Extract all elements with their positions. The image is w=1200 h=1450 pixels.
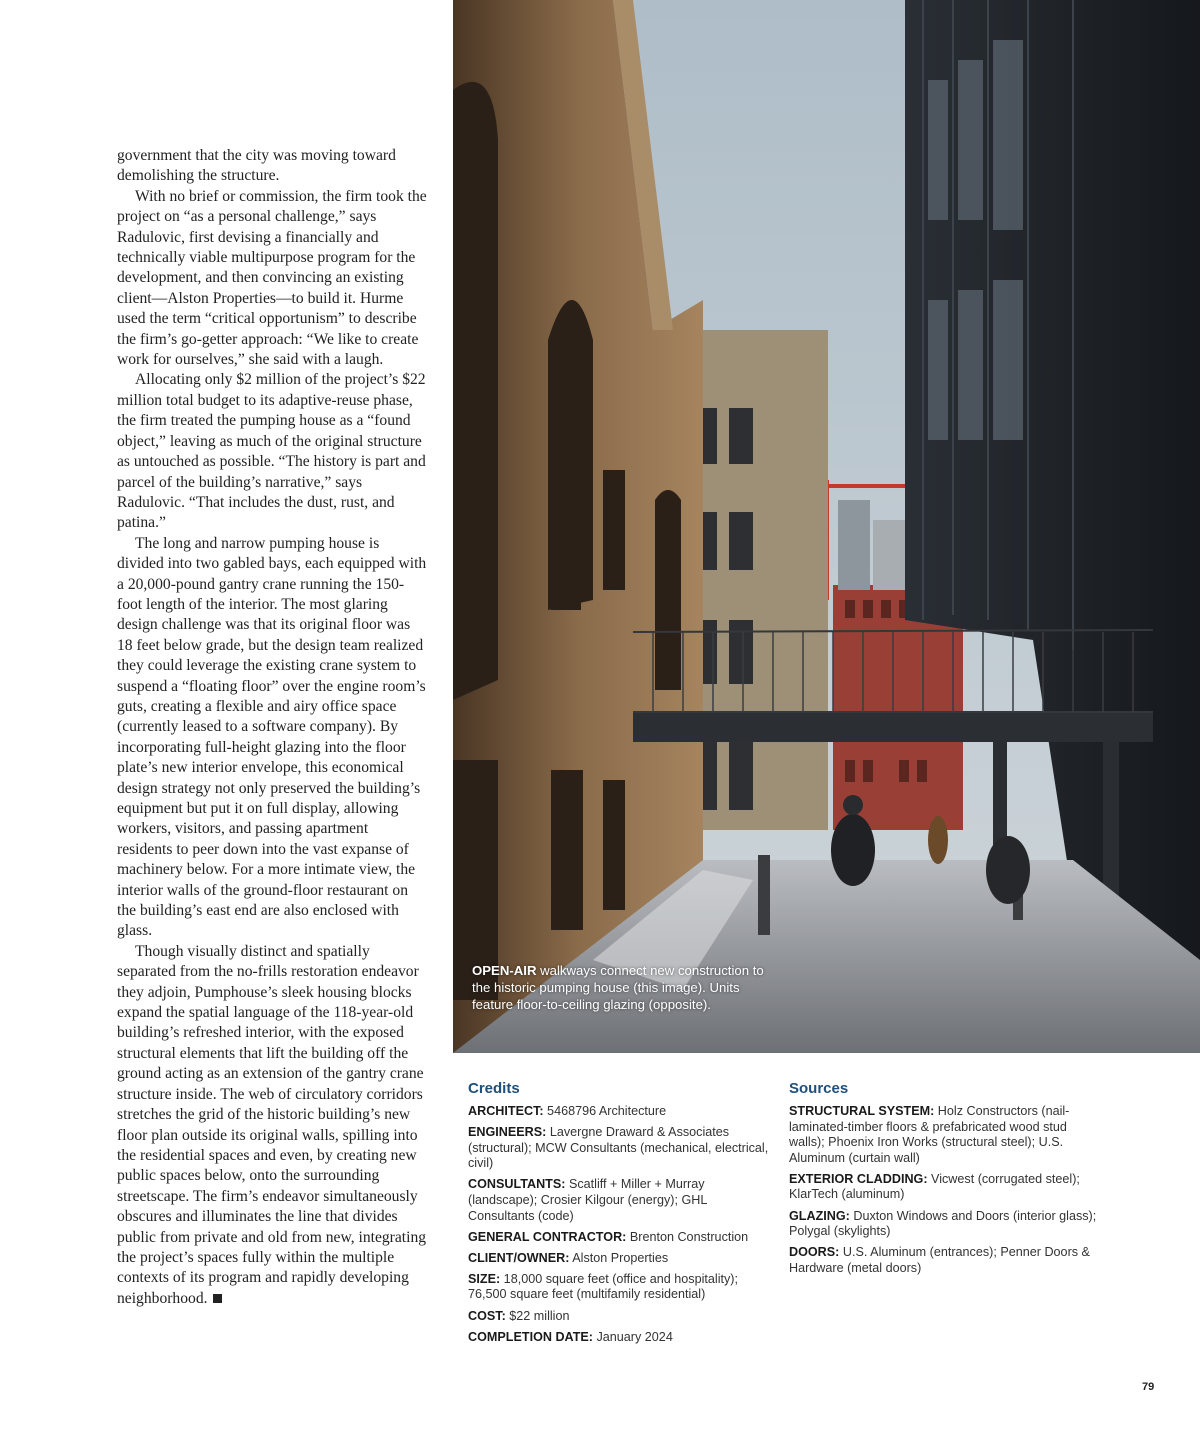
credit-entry <box>468 1309 776 1325</box>
credits-section <box>468 1080 776 1351</box>
source-label: STRUCTURAL SYSTEM: <box>789 1104 935 1118</box>
source-label: EXTERIOR CLADDING: <box>789 1171 928 1186</box>
credit-label: SIZE: <box>468 1271 501 1286</box>
credit-entry <box>468 1330 776 1346</box>
credit-label: CONSULTANTS: <box>468 1177 566 1192</box>
source-value: Duxton Windows and Doors (interior glass); Polygal (skylights) <box>789 1208 1097 1239</box>
credit-value: Brenton Construction <box>626 1229 749 1244</box>
article-body <box>117 146 427 1309</box>
credit-label: ARCHITECT: <box>468 1104 544 1118</box>
credit-label: ENGINEERS: <box>468 1125 547 1140</box>
credit-value: Scatliff + Miller + Murray (landscape); Crosier Kilgour (energy); GHL Consultants (code) <box>468 1177 707 1223</box>
alley-photo-illustration <box>453 0 1200 1053</box>
source-value: Vicwest (corrugated steel); KlarTech (aluminum) <box>789 1171 1080 1202</box>
credit-value: 5468796 Architecture <box>543 1104 667 1118</box>
source-entry <box>789 1104 1099 1166</box>
credit-label: GENERAL CONTRACTOR: <box>468 1229 627 1244</box>
source-entry <box>789 1245 1099 1276</box>
article-paragraph: With no brief or commission, the firm took the project on “as a personal challenge,” says Radulovic, first devising a financially and technically viable multipurpose program for the development, and then convincing an existing client—Alston Properties—to build it. Hurme used the term “critical opportunism” to describe the firm’s go-getter approach: “We like to create work for ourselves,” she said with a laugh. <box>117 187 427 369</box>
credit-entry <box>468 1272 776 1303</box>
article-paragraph: Allocating only $2 million of the project’s $22 million total budget to its adaptive-reuse phase, the firm treated the pumping house as a “found object,” leaving as much of the original structure as untouched as possible. “The history is part and parcel of the building’s narrative,” says Radulovic. “That includes the dust, rust, and patina.” <box>117 371 426 532</box>
credit-value: Lavergne Draward & Associates (structural); MCW Consultants (mechanical, electrical, civil) <box>468 1125 769 1171</box>
source-value: Holz Constructors (nail-laminated-timber floors & prefabricated wood stud walls); Phoenix Iron Works (structural steel); U.S. Aluminum (curtain wall) <box>789 1104 1070 1165</box>
credit-entry <box>468 1251 776 1267</box>
credit-entry <box>468 1230 776 1246</box>
end-mark-icon <box>213 1294 222 1303</box>
article-paragraph-last <box>117 942 427 1309</box>
credit-entry <box>468 1125 776 1172</box>
source-label: GLAZING: <box>789 1208 850 1223</box>
credits-heading: Credits <box>468 1080 520 1097</box>
article-paragraph: government that the city was moving toward demolishing the structure. <box>117 147 396 185</box>
credit-label: COST: <box>468 1308 506 1323</box>
source-value: U.S. Aluminum (entrances); Penner Doors & Hardware (metal doors) <box>789 1245 1090 1275</box>
credit-entry <box>468 1104 776 1120</box>
credit-value: January 2024 <box>593 1329 673 1344</box>
page-number: 79 <box>1142 1381 1155 1393</box>
caption-text: walkways connect new construction to the historic pumping house (this image). Units feature floor-to-ceiling glazing (opposite). <box>472 963 764 1012</box>
article-paragraph-text: Though visually distinct and spatially separated from the no-frills restoration endeavor they adjoin, Pumphouse’s sleek housing blocks expand the spatial language of the 118-year-old building’s refreshed interior, with the exposed structural elements that lift the building off the ground acting as an extension of the gantry crane structure inside. The web of circulatory corridors stretches the grid of the historic building’s new floor plan outside its original walls, spilling into the residential spaces and even, by creating new public spaces below, onto the surrounding streetscape. The firm’s endeavor simultaneously obscures and illuminates the line that divides public from private and old from new, integrating the project’s spaces fully within the multiple contexts of its program and rapidly developing neighborhood. <box>117 942 427 1307</box>
article-paragraph: The long and narrow pumping house is divided into two gabled bays, each equipped with a 20,000-pound gantry crane running the 150-foot length of the interior. The most glaring design challenge was that its original floor was 18 feet below grade, but the design team realized they could leverage the existing crane system to suspend a “floating floor” over the engine room’s guts, creating a flexible and airy office space (currently leased to a software company). By incorporating full-height glazing into the floor plate’s new interior envelope, this economical design strategy not only preserved the building’s equipment but put it on full display, allowing workers, visitors, and passing apartment residents to peer down into the vast expanse of machinery below. For a more intimate view, the interior walls of the ground-floor restaurant on the building’s east end are also enclosed with glass. <box>117 534 427 940</box>
credit-value: 18,000 square feet (office and hospitality); 76,500 square feet (multifamily residential) <box>468 1271 738 1302</box>
credit-value: Alston Properties <box>569 1250 669 1265</box>
source-label: DOORS: <box>789 1245 840 1260</box>
photo-caption <box>472 962 772 1013</box>
sources-section <box>789 1080 1099 1282</box>
credit-label: CLIENT/OWNER: <box>468 1250 570 1265</box>
credit-value: $22 million <box>505 1308 570 1323</box>
source-entry <box>789 1172 1099 1203</box>
caption-lead: OPEN-AIR <box>472 963 537 978</box>
credit-label: COMPLETION DATE: <box>468 1329 593 1344</box>
sources-heading: Sources <box>789 1080 849 1097</box>
alley-photo <box>453 0 1200 1053</box>
source-entry <box>789 1209 1099 1240</box>
credit-entry <box>468 1177 776 1224</box>
